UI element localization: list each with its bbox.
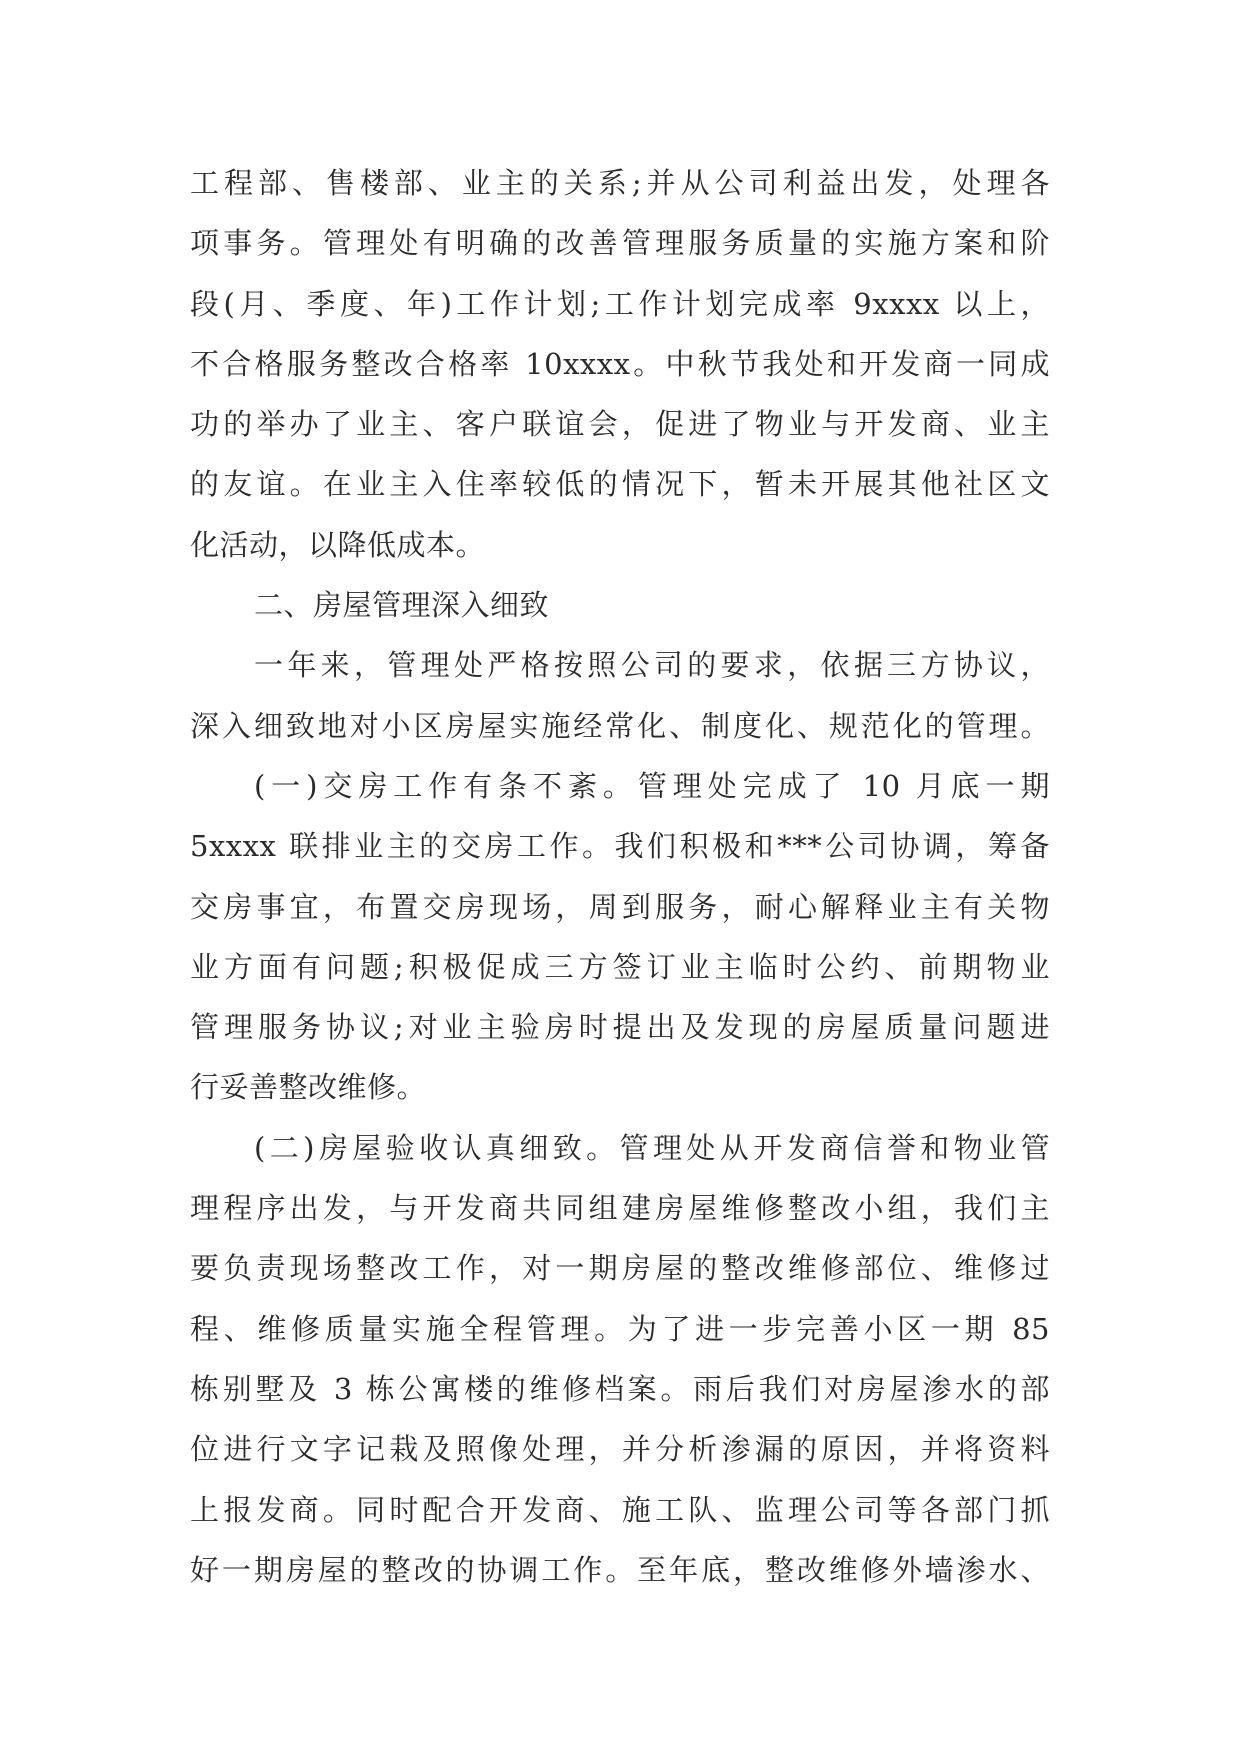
text-line: 化活动，以降低成本。: [190, 527, 486, 562]
text-line: 不合格服务整改合格率 10xxxx。中秋节我处和开发商一同成: [190, 346, 1050, 381]
text-line: 要负责现场整改工作，对一期房屋的整改维修部位、维修过: [190, 1251, 1050, 1286]
text-line: 程、维修质量实施全程管理。为了进一步完善小区一期 85: [190, 1311, 1050, 1346]
text-line: 5xxxx 联排业主的交房工作。我们积极和***公司协调，筹备: [190, 829, 1050, 864]
text-line: 位进行文字记栽及照像处理，并分析渗漏的原因，并将资料: [190, 1432, 1050, 1467]
text-line: 业方面有问题;积极促成三方签订业主临时公约、前期物业: [190, 949, 1050, 984]
text-line: (一)交房工作有条不紊。管理处完成了 10 月底一期: [254, 768, 1050, 803]
section-heading: 二、房屋管理深入细致: [254, 588, 550, 623]
text-line: 栋别墅及 3 栋公寓楼的维修档案。雨后我们对房屋渗水的部: [190, 1371, 1050, 1406]
text-line: 好一期房屋的整改的协调工作。至年底，整改维修外墙渗水、: [190, 1552, 1050, 1587]
text-line: 段(月、季度、年)工作计划;工作计划完成率 9xxxx 以上，: [190, 286, 1050, 321]
text-line: 上报发商。同时配合开发商、施工队、监理公司等各部门抓: [190, 1492, 1050, 1527]
document-body: [190, 153, 1050, 1600]
text-line: 交房事宜，布置交房现场，周到服务，耐心解释业主有关物: [190, 889, 1050, 924]
text-line: 深入细致地对小区房屋实施经常化、制度化、规范化的管理。: [190, 708, 1050, 743]
text-line: 的友谊。在业主入住率较低的情况下，暂未开展其他社区文: [190, 467, 1050, 502]
text-line: 行妥善整改维修。: [190, 1070, 427, 1105]
text-line: (二)房屋验收认真细致。管理处从开发商信誉和物业管: [254, 1130, 1050, 1165]
text-line: 管理服务协议;对业主验房时提出及发现的房屋质量问题进: [190, 1010, 1050, 1045]
text-line: 功的举办了业主、客户联谊会，促进了物业与开发商、业主: [190, 407, 1050, 442]
text-line: 理程序出发，与开发商共同组建房屋维修整改小组，我们主: [190, 1191, 1050, 1226]
text-line: 一年来，管理处严格按照公司的要求，依据三方协议，: [254, 648, 1050, 683]
text-line: 项事务。管理处有明确的改善管理服务质量的实施方案和阶: [190, 226, 1050, 261]
text-line: 工程部、售楼部、业主的关系;并从公司利益出发，处理各: [190, 166, 1050, 200]
